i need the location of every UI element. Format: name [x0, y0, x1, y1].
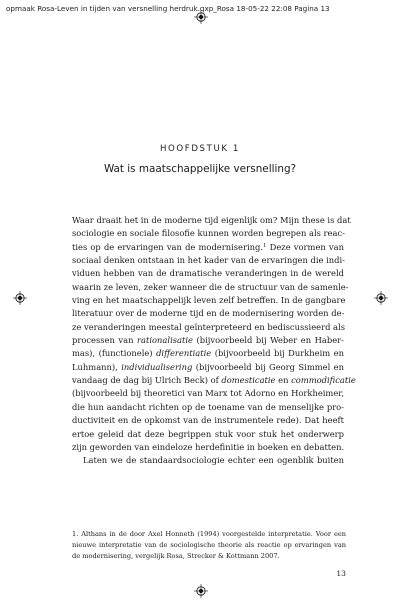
text-line: ductiviteit en de opkomst van de instrumentele rede). Dat heeft	[72, 415, 344, 426]
registration-mark-icon	[194, 584, 208, 598]
text-line: sociaal denken ontstaan in het kader van de ervaringen die indi-	[72, 255, 345, 266]
text-line: processen van rationalisatie (bijvoorbeeld bij Weber en Haber-	[72, 335, 344, 346]
footnote-line: de modernisering, vergelijk Rosa, Strecker & Kottmann 2007.	[72, 551, 280, 560]
footnote-ref: 1	[263, 242, 267, 249]
print-slug: opmaak Rosa-Leven in tijden van versnelling herdruk.qxp_Rosa 18-05-22 22:08 Pagina 13	[6, 4, 330, 13]
footnote-line: nieuwe interpretatie van de sociologische theorie als reactie op ervaringen van	[72, 540, 346, 549]
text-line: ving en het maatschappelijk leven zelf betreffen. In de gangbare	[72, 295, 346, 306]
text-line: literatuur over de moderne tijd en de modernisering worden de-	[72, 308, 345, 319]
text-line: ze veranderingen meestal geïnterpreteerd en bediscussieerd als	[72, 321, 345, 332]
footnote-line: 1. Althans in de door Axel Honneth (1994) voorgestelde interpretatie. Voor een	[72, 530, 346, 538]
page-number: 13	[336, 569, 346, 578]
registration-mark-icon	[194, 10, 208, 24]
text-line: mas), (functionele) differentiatie (bijvoorbeeld bij Durkheim en	[72, 348, 344, 359]
registration-mark-icon	[13, 291, 27, 305]
text-line: sociologie en sociale filosofie kunnen worden begrepen als reac-	[72, 228, 345, 239]
text-line: Luhmann), individualisering (bijvoorbeeld bij Georg Simmel en	[72, 361, 344, 372]
text-line: die hun aandacht richten op de toename van de menselijke pro-	[72, 401, 344, 412]
text-line: Waar draait het in de moderne tijd eigenlijk om? Mijn these is dat	[72, 215, 351, 225]
text-line: (bijvoorbeeld bij theoretici van Marx tot Adorno en Horkheimer,	[72, 388, 344, 399]
text-line: Laten we de standaardsociologie echter een ogenblik buiten	[83, 455, 344, 466]
footnote	[72, 529, 346, 561]
text-line: zijn geworden van eindeloze herdefinitie in boeken en debatten.	[72, 441, 345, 452]
registration-mark-icon	[374, 291, 388, 305]
text-line: vandaag de dag bij Ulrich Beck) of domesticatie en commodificatie	[72, 375, 356, 386]
chapter-label: HOOFDSTUK 1	[160, 144, 240, 154]
text-line: waarin ze leven, zeker wanneer die de structuur van de samenle-	[72, 281, 349, 292]
body-text	[72, 214, 356, 468]
text-line: ertoe geleid dat deze begrippen stuk voor stuk het onderwerp	[72, 428, 344, 439]
chapter-title: Wat is maatschappelijke versnelling?	[103, 163, 297, 175]
text-line: ties op de ervaringen van de modernisering.$^1$ Deze vormen van	[72, 241, 344, 252]
text-line: viduen hebben van de dramatische veranderingen in de wereld	[72, 268, 344, 279]
